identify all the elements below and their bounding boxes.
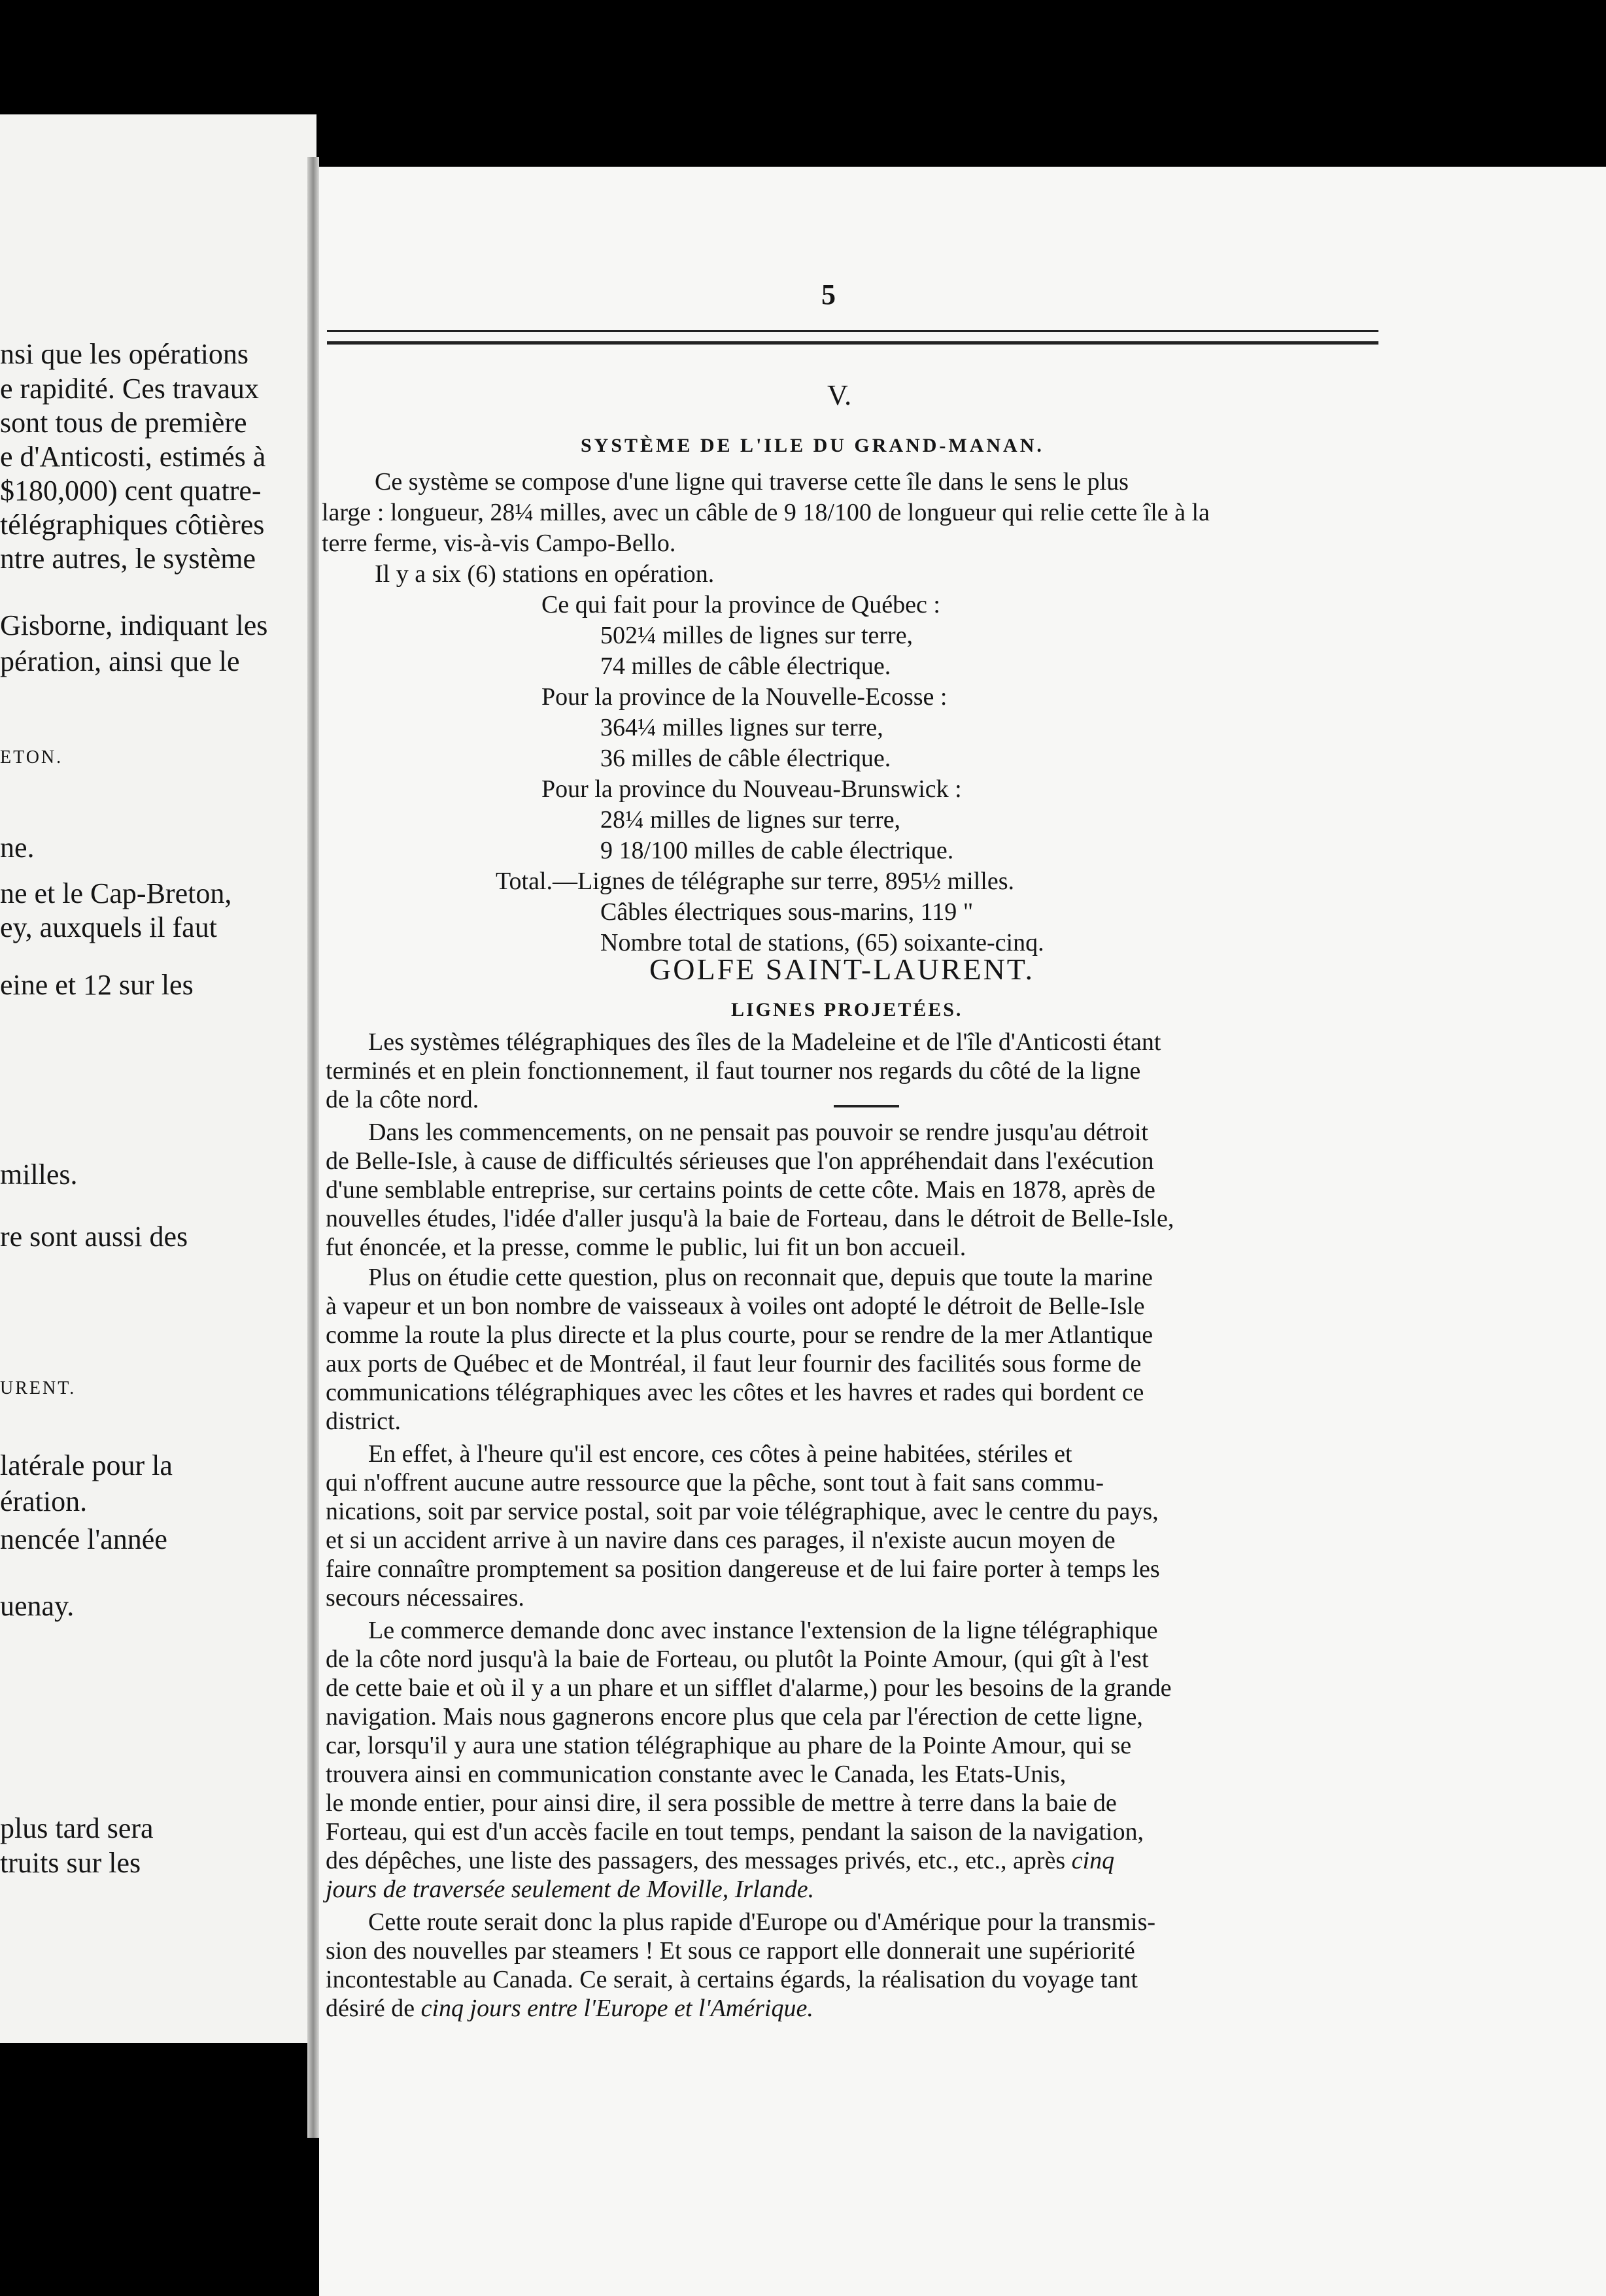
header-rule [327, 330, 1378, 345]
left-page-line: nsi que les opérations [0, 338, 249, 370]
body-line: secours nécessaires. [326, 1584, 524, 1612]
body-line: de Belle-Isle, à cause de difficultés sérieuses que l'on appréhendait dans l'exécution [326, 1147, 1154, 1175]
left-page-line: e rapidité. Ces travaux [0, 373, 259, 405]
left-page-line: URENT. [0, 1378, 77, 1398]
left-page-line: nencée l'année [0, 1523, 167, 1555]
left-page-line: télégraphiques côtières [0, 509, 265, 541]
left-page-line: latérale pour la [0, 1449, 173, 1481]
body-line: sion des nouvelles par steamers ! Et sous ce rapport elle donnerait une supériorité [326, 1937, 1135, 1965]
left-page-line: ne. [0, 832, 35, 864]
left-page-line: eine et 12 sur les [0, 969, 194, 1001]
body-line-italic: jours de traversée seulement de Moville, Irlande. [326, 1876, 815, 1903]
body-line: trouvera ainsi en communication constante avec le Canada, les Etats-Unis, [326, 1761, 1067, 1788]
left-page-line: truits sur les [0, 1847, 141, 1879]
body-line: Dans les commencements, on ne pensait pas pouvoir se rendre jusqu'au détroit [368, 1119, 1148, 1146]
body-line: Le commerce demande donc avec instance l'extension de la ligne télégraphique [368, 1617, 1158, 1644]
body-line: En effet, à l'heure qu'il est encore, ces côtes à peine habitées, stériles et [368, 1440, 1072, 1468]
stats-total-line: Câbles électriques sous-marins, 119 " [600, 898, 974, 926]
book-gutter [307, 157, 319, 2138]
body-line: nications, soit par service postal, soit par voie télégraphique, avec le centre du pays, [326, 1498, 1159, 1525]
body-line: Les systèmes télégraphiques des îles de la Madeleine et de l'île d'Anticosti étant [368, 1028, 1161, 1056]
separator-dash [834, 1105, 899, 1107]
italic-text: cinq jours entre l'Europe et l'Amérique. [420, 1995, 813, 2022]
stats-total-line: Nombre total de stations, (65) soixante-cinq. [600, 929, 1044, 956]
body-line: qui n'offrent aucune autre ressource que la pêche, sont tout à fait sans commu- [326, 1469, 1104, 1496]
left-page-fragment [0, 114, 316, 2043]
stats-line: 36 milles de câble électrique. [600, 745, 891, 772]
page-number: 5 [821, 279, 836, 311]
left-page-line: uenay. [0, 1590, 75, 1622]
left-page-line: ETON. [0, 747, 63, 768]
body-line: aux ports de Québec et de Montréal, il faut leur fournir des facilités sous forme de [326, 1350, 1142, 1377]
body-line: incontestable au Canada. Ce serait, à certains égards, la réalisation du voyage tant [326, 1966, 1138, 1993]
right-page [319, 167, 1606, 2296]
left-page-line: pération, ainsi que le [0, 645, 240, 677]
body-line: communications télégraphiques avec les côtes et les havres et rades qui bordent ce [326, 1379, 1144, 1406]
body-line: Forteau, qui est d'un accès facile en tout temps, pendant la saison de la navigation, [326, 1818, 1144, 1846]
left-page-line: ne et le Cap-Breton, [0, 877, 232, 909]
body-line: terminés et en plein fonctionnement, il faut tourner nos regards du côté de la ligne [326, 1057, 1141, 1085]
left-page-line: ntre autres, le système [0, 543, 256, 575]
italic-text: cinq [1071, 1847, 1115, 1874]
system-para-line: Il y a six (6) stations en opération. [375, 560, 715, 588]
system-para-line: large : longueur, 28¼ milles, avec un câble de 9 18/100 de longueur qui relie cette île à la [322, 499, 1210, 526]
stats-line: 364¼ milles lignes sur terre, [600, 714, 883, 741]
body-line: district. [326, 1408, 402, 1435]
stats-line: Pour la province de la Nouvelle-Ecosse : [541, 683, 948, 711]
left-page-line: $180,000) cent quatre- [0, 475, 262, 507]
body-line: faire connaître promptement sa position dangereuse et de lui faire porter à temps les [326, 1555, 1160, 1583]
body-line: d'une semblable entreprise, sur certains points de cette côte. Mais en 1878, après de [326, 1176, 1155, 1204]
section-title: SYSTÈME DE L'ILE DU GRAND-MANAN. [581, 435, 1044, 456]
stats-line: 9 18/100 milles de cable électrique. [600, 837, 954, 864]
stats-line: 502¼ milles de lignes sur terre, [600, 622, 914, 649]
body-line: navigation. Mais nous gagnerons encore plus que cela par l'érection de cette ligne, [326, 1703, 1143, 1730]
body-line: de la côte nord jusqu'à la baie de Forteau, ou plutôt la Pointe Amour, (qui gît à l'est [326, 1646, 1149, 1673]
stats-line: Pour la province du Nouveau-Brunswick : [541, 775, 962, 803]
left-page-line: plus tard sera [0, 1812, 154, 1844]
body-line: car, lorsqu'il y aura une station télégraphique au phare de la Pointe Amour, qui se [326, 1732, 1132, 1759]
body-line: Cette route serait donc la plus rapide d'Europe ou d'Amérique pour la transmis- [368, 1908, 1156, 1936]
left-page-line: re sont aussi des [0, 1221, 188, 1253]
stats-line: 74 milles de câble électrique. [600, 652, 891, 680]
body-line: nouvelles études, l'idée d'aller jusqu'à la baie de Forteau, dans le détroit de Belle-Isle, [326, 1205, 1174, 1232]
body-line: le monde entier, pour ainsi dire, il sera possible de mettre à terre dans la baie de [326, 1789, 1117, 1817]
gulf-heading: GOLFE SAINT-LAURENT. [649, 953, 1034, 986]
stats-line: Ce qui fait pour la province de Québec : [541, 591, 940, 618]
section-number: V. [827, 379, 852, 411]
body-line: de cette baie et où il y a un phare et un sifflet d'alarme,) pour les besoins de la grande [326, 1674, 1172, 1702]
body-line: comme la route la plus directe et la plus courte, pour se rendre de la mer Atlantique [326, 1321, 1153, 1349]
stats-line: 28¼ milles de lignes sur terre, [600, 806, 901, 834]
stats-total-line: Total.—Lignes de télégraphe sur terre, 895½ milles. [496, 868, 1014, 895]
body-line: de la côte nord. [326, 1086, 479, 1113]
left-page-line: milles. [0, 1158, 78, 1190]
body-line: Plus on étudie cette question, plus on reconnait que, depuis que toute la marine [368, 1264, 1153, 1291]
system-para-line: terre ferme, vis-à-vis Campo-Bello. [322, 530, 676, 557]
body-line [326, 1848, 1114, 1873]
left-page-line: e d'Anticosti, estimés à [0, 441, 266, 473]
body-line: fut énoncée, et la presse, comme le public, lui fit un bon accueil. [326, 1234, 966, 1261]
system-para-line: Ce système se compose d'une ligne qui traverse cette île dans le sens le plus [375, 468, 1129, 496]
left-page-line: Gisborne, indiquant les [0, 609, 268, 641]
left-page-line: sont tous de première [0, 407, 247, 439]
gulf-subheading: LIGNES PROJETÉES. [731, 999, 963, 1021]
body-line [326, 1996, 813, 2021]
body-line: à vapeur et un bon nombre de vaisseaux à voiles ont adopté le détroit de Belle-Isle [326, 1292, 1145, 1320]
body-line: et si un accident arrive à un navire dans ces parages, il n'existe aucun moyen de [326, 1527, 1116, 1554]
left-page-line: ération. [0, 1485, 88, 1517]
body-text: des dépêches, une liste des passagers, des messages privés, etc., etc., après [326, 1847, 1066, 1874]
body-text: désiré de [326, 1995, 415, 2022]
left-page-line: ey, auxquels il faut [0, 911, 217, 943]
